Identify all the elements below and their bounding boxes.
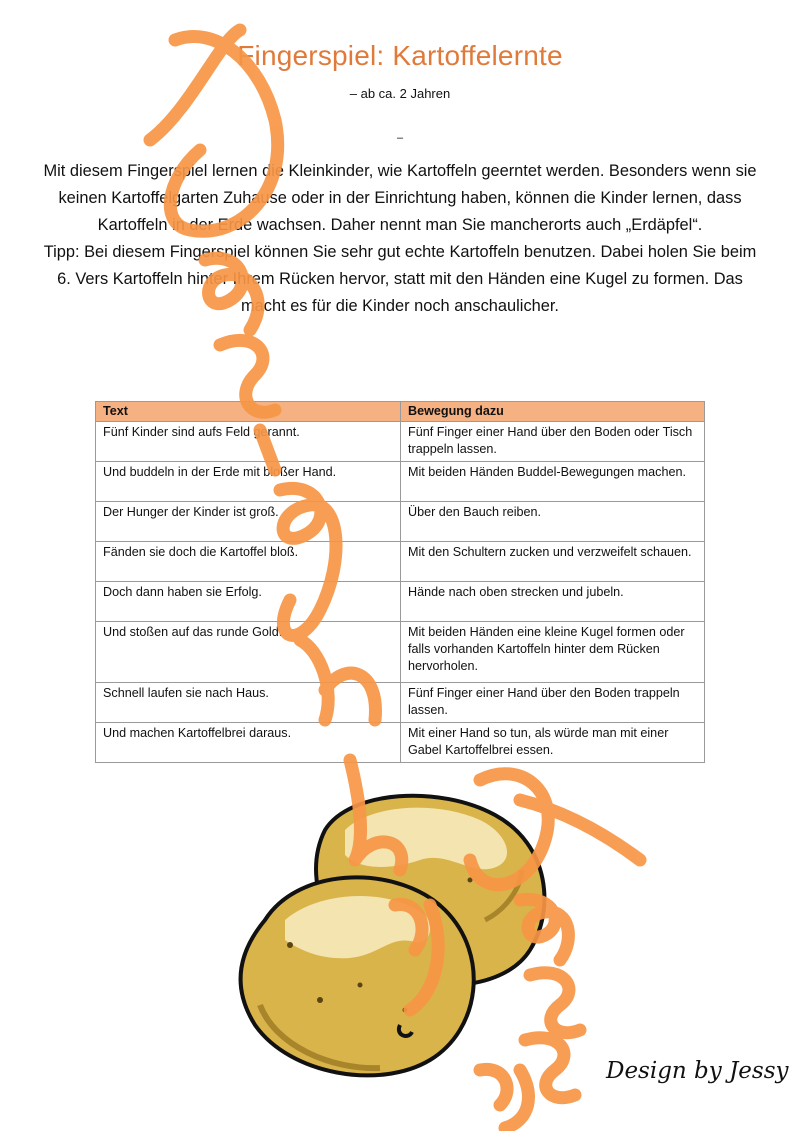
verse-cell: Fünf Kinder sind aufs Feld gerannt. [96,422,401,462]
table-row [96,462,705,502]
table-row [96,542,705,582]
verse-cell: Schnell laufen sie nach Haus. [96,683,401,723]
movement-cell: Über den Bauch reiben. [401,502,705,542]
movement-cell: Hände nach oben strecken und jubeln. [401,582,705,622]
movement-cell: Fünf Finger einer Hand über den Boden trappeln lassen. [401,683,705,723]
table-row [96,622,705,683]
signature: Design by Jessy [606,1058,789,1084]
movement-cell: Mit einer Hand so tun, als würde man mit einer Gabel Kartoffelbrei essen. [401,723,705,763]
tip-paragraph: Tipp: Bei diesem Fingerspiel können Sie sehr gut echte Kartoffeln benutzen. Dabei holen Sie beim 6. Vers Kartoffeln hinter Ihrem Rücken hervor, statt mit den Händen eine Kugel zu formen. Das macht es für die Kinder noch anschaulicher. [43,243,757,315]
intro-text [40,158,760,320]
movement-table [95,401,705,763]
header-text: Text [96,402,401,422]
front-potato [241,877,474,1075]
movement-cell: Mit den Schultern zucken und verzweifelt schauen. [401,542,705,582]
table-row [96,422,705,462]
page-title: Fingerspiel: Kartoffelernte [237,40,563,71]
potatoes-illustration [230,770,560,1100]
verse-cell: Und buddeln in der Erde mit bloßer Hand. [96,462,401,502]
movement-cell: Mit beiden Händen Buddel-Bewegungen machen. [401,462,705,502]
movement-cell: Mit beiden Händen eine kleine Kugel formen oder falls vorhanden Kartoffeln hinter dem Rücken hervorholen. [401,622,705,683]
header-movement: Bewegung dazu [401,402,705,422]
movement-cell: Fünf Finger einer Hand über den Boden oder Tisch trappeln lassen. [401,422,705,462]
table-row [96,723,705,763]
table-row [96,582,705,622]
verse-cell: Und stoßen auf das runde Gold. [96,622,401,683]
verse-cell: Und machen Kartoffelbrei daraus. [96,723,401,763]
age-subtitle: – ab ca. 2 Jahren [349,86,451,101]
separator-dash: – [396,132,404,144]
table-row [96,683,705,723]
verse-cell: Doch dann haben sie Erfolg. [96,582,401,622]
intro-paragraph: Mit diesem Fingerspiel lernen die Kleinkinder, wie Kartoffeln geerntet werden. Besonders wenn sie keinen Kartoffelgarten Zuhause oder in der Einrichtung haben, können die Kinder lernen, dass Kartoffeln in der Erde wachsen. Daher nennt man Sie mancherorts auch „Erdäpfel“. [43,162,757,234]
verse-cell: Der Hunger der Kinder ist groß. [96,502,401,542]
table-row [96,502,705,542]
verse-cell: Fänden sie doch die Kartoffel bloß. [96,542,401,582]
table-header-row [96,402,705,422]
